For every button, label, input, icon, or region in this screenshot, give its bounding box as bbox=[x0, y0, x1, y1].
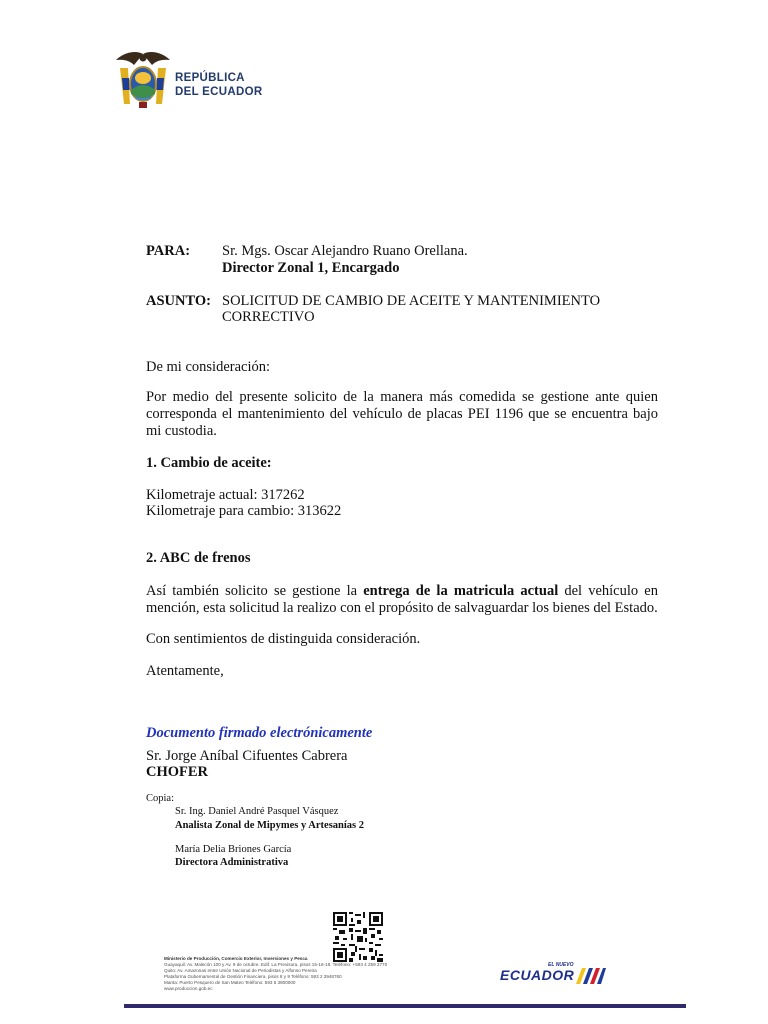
footer-line-quito: Quito: Av. Amazonas entre Unión Nacional de Periodistas y Alfonso Pereira bbox=[164, 968, 317, 973]
footer-line-manta: Manta: Puerto Pesquero de San Mateo Teléfono: 593 5 3800000 bbox=[164, 980, 296, 985]
footer-contact-block bbox=[164, 956, 387, 992]
paragraph-1: Por medio del presente solicito de la manera más comedida se gestione ante quien corresponda el mantenimiento del vehículo de placas PEI 1196 que se encuentra bajo mi custodia. bbox=[146, 389, 658, 439]
copy-recipient-1-name: Sr. Ing. Daniel André Pasquel Vásquez bbox=[175, 806, 339, 817]
signed-note: Documento firmado electrónicamente bbox=[146, 725, 373, 741]
signer-name: Sr. Jorge Aníbal Cifuentes Cabrera bbox=[146, 748, 348, 764]
country-name-line2: DEL ECUADOR bbox=[175, 86, 263, 98]
footer-bar bbox=[124, 1004, 686, 1008]
asunto-line2: CORRECTIVO bbox=[222, 309, 315, 325]
paragraph-2-end: del vehículo en mención, esta solicitud la realizo con el propósito de salvaguardar los bienes del Estado. bbox=[146, 583, 658, 616]
coat-of-arms-logo bbox=[114, 50, 172, 112]
brand-text: ECUADOR bbox=[500, 967, 575, 983]
signer-role: CHOFER bbox=[146, 764, 209, 780]
asunto-line1: SOLICITUD DE CAMBIO DE ACEITE Y MANTENIMIENTO bbox=[222, 293, 601, 309]
km-cambio: Kilometraje para cambio: 313622 bbox=[146, 503, 342, 519]
para-name: Sr. Mgs. Oscar Alejandro Ruano Orellana. bbox=[222, 243, 468, 259]
ecuador-brand-logo bbox=[500, 962, 610, 988]
paragraph-2-bold: entrega de la matricula actual bbox=[363, 583, 559, 599]
para-label: PARA: bbox=[146, 243, 191, 259]
brand-small-text: EL NUEVO bbox=[548, 962, 574, 968]
copy-recipient-1-title: Analista Zonal de Mipymes y Artesanías 2 bbox=[175, 820, 365, 831]
footer-line-guayaquil: Guayaquil: Av. Malecón 100 y Av. 9 de octubre. Edif. La Previsora, pisos 15-16-18. Teléfono: +593 4 259 3770 bbox=[164, 962, 388, 967]
paragraph-2-start: Así también solicito se gestione la bbox=[146, 583, 364, 599]
footer-line-plataforma: Plataforma Gubernamental de Gestión Financiera, pisos 8 y 9 Teléfono: 593 2 3948760 bbox=[164, 974, 342, 979]
km-actual: Kilometraje actual: 317262 bbox=[146, 487, 305, 503]
footer-ministry: Ministerio de Producción, Comercio Exterior, Inversiones y Pesca bbox=[164, 956, 308, 961]
copy-recipient-2-title: Directora Administrativa bbox=[175, 857, 289, 868]
section-2-title: 2. ABC de frenos bbox=[146, 550, 251, 566]
country-name bbox=[175, 71, 262, 99]
greeting: De mi consideración: bbox=[146, 359, 271, 375]
farewell: Atentamente, bbox=[146, 663, 224, 679]
closing: Con sentimientos de distinguida consideración. bbox=[146, 631, 421, 647]
country-name-line1: REPÚBLICA bbox=[175, 72, 245, 84]
paragraph-2 bbox=[146, 583, 658, 617]
copy-label: Copia: bbox=[146, 793, 174, 804]
section-1-title: 1. Cambio de aceite: bbox=[146, 455, 272, 471]
brand-stripes-icon bbox=[576, 968, 606, 984]
para-title: Director Zonal 1, Encargado bbox=[222, 260, 400, 276]
copy-recipient-2-name: María Delia Briones García bbox=[175, 844, 292, 855]
footer-website: www.produccion.gob.ec bbox=[164, 986, 213, 991]
qr-code bbox=[333, 912, 383, 962]
asunto-label: ASUNTO: bbox=[146, 293, 211, 309]
